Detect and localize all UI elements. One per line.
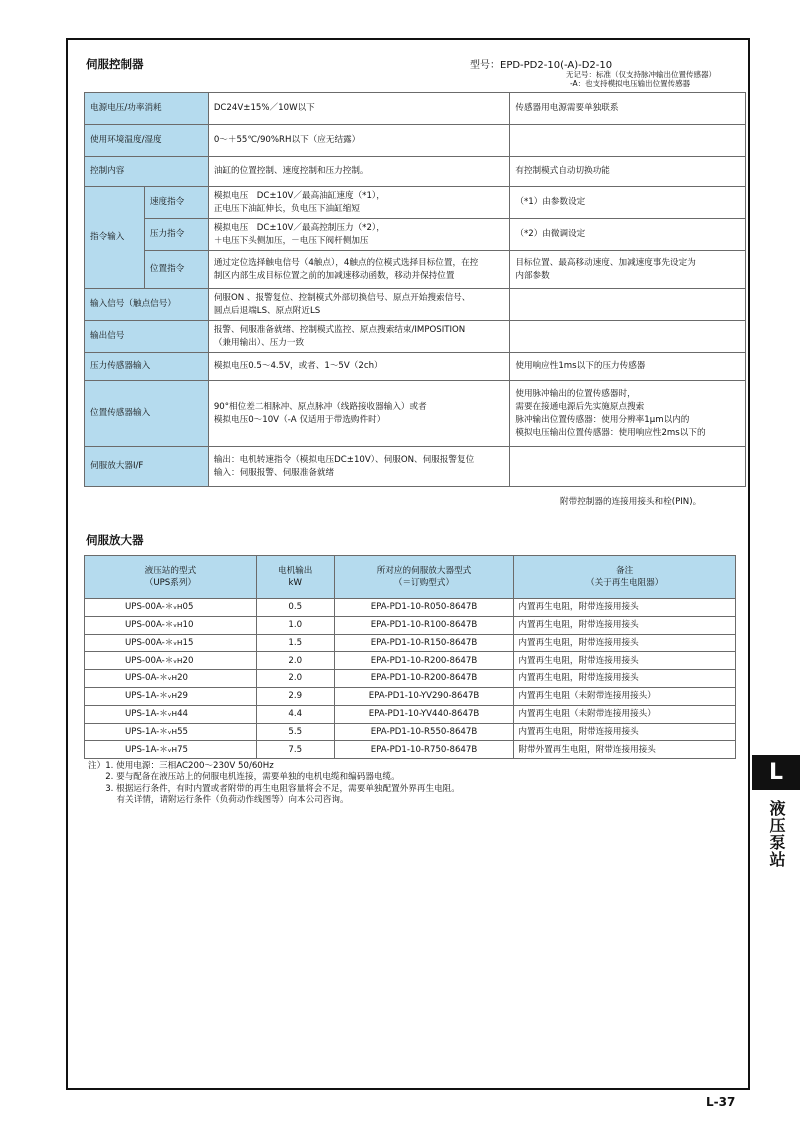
row-label: 输出信号 bbox=[85, 321, 209, 353]
row-spec bbox=[208, 321, 510, 353]
cell-amp: EPA-PD1-10-R100-8647B bbox=[334, 616, 514, 634]
row-label: 速度指令 bbox=[144, 187, 208, 219]
row-note: 传感器用电源需要单独联系 bbox=[510, 93, 746, 125]
table-row bbox=[85, 687, 736, 705]
row-note bbox=[510, 321, 746, 353]
row-label: 位置传感器输入 bbox=[85, 381, 209, 447]
header-line: （关于再生电阻器） bbox=[586, 578, 664, 588]
controller-spec-table bbox=[84, 92, 746, 487]
table-row bbox=[85, 93, 746, 125]
table-row bbox=[85, 447, 746, 487]
table-row bbox=[85, 634, 736, 652]
header-model bbox=[85, 556, 257, 599]
table-row bbox=[85, 599, 736, 617]
page-number: L-37 bbox=[706, 1095, 736, 1109]
row-note: （*2）由微调设定 bbox=[510, 219, 746, 251]
cell-kw: 5.5 bbox=[256, 723, 334, 741]
table-row bbox=[85, 741, 736, 759]
cell-note: 内置再生电阻（未附带连接用接头） bbox=[514, 705, 736, 723]
spec-line: 输出：电机转速指令（模拟电压DC±10V）、伺服ON、伺服报警复位 bbox=[213, 454, 475, 465]
table-row bbox=[85, 125, 746, 157]
note-line: 模拟电压输出位置传感器：使用响应性2ms以下的 bbox=[515, 427, 706, 438]
row-note: 有控制模式自动切换功能 bbox=[510, 157, 746, 187]
side-tab-text: 液压泵站 bbox=[767, 800, 786, 868]
row-spec bbox=[208, 187, 510, 219]
cell-amp: EPA-PD1-10-R750-8647B bbox=[334, 741, 514, 759]
header-line: 电机输出 bbox=[278, 565, 313, 576]
row-note bbox=[510, 289, 746, 321]
cell-kw: 2.0 bbox=[256, 670, 334, 688]
spec-line: 圆点后退端LS、原点附近LS bbox=[213, 305, 321, 316]
table-row bbox=[85, 652, 736, 670]
cell-kw: 1.0 bbox=[256, 616, 334, 634]
table-row bbox=[85, 251, 746, 289]
header-line: 备注 bbox=[616, 565, 634, 576]
table-row bbox=[85, 321, 746, 353]
cell-model: UPS-0A-＊ᵥʜ20 bbox=[85, 670, 257, 688]
table-row bbox=[85, 670, 736, 688]
spec-line: ＋电压下头侧加压，－电压下阀杆侧加压 bbox=[213, 235, 369, 246]
row-label: 使用环境温度/湿度 bbox=[85, 125, 209, 157]
cell-note: 内置再生电阻，附带连接用接头 bbox=[514, 723, 736, 741]
table-row bbox=[85, 289, 746, 321]
cell-amp: EPA-PD1-10-R200-8647B bbox=[334, 670, 514, 688]
cell-model: UPS-00A-＊ᵥʜ05 bbox=[85, 599, 257, 617]
row-note bbox=[510, 251, 746, 289]
cell-amp: EPA-PD1-10-R150-8647B bbox=[334, 634, 514, 652]
cell-note: 内置再生电阻，附带连接用接头 bbox=[514, 670, 736, 688]
cell-note: 内置再生电阻，附带连接用接头 bbox=[514, 634, 736, 652]
note-line: 注）1. 使用电源：三相AC200～230V 50/60Hz bbox=[88, 761, 274, 771]
header-kw bbox=[256, 556, 334, 599]
cell-kw: 0.5 bbox=[256, 599, 334, 617]
header-line: （UPS系列） bbox=[144, 578, 197, 588]
side-tab-letter: L bbox=[752, 755, 800, 790]
row-spec bbox=[208, 447, 510, 487]
row-label: 输入信号（触点信号） bbox=[85, 289, 209, 321]
pin-note: 附带控制器的连接用接头和栓(PIN)。 bbox=[560, 497, 702, 507]
spec-line: 模拟电压 DC±10V／最高控制压力（*2）， bbox=[213, 222, 385, 233]
table-row bbox=[85, 219, 746, 251]
table-row bbox=[85, 381, 746, 447]
header-line: 所对应的伺服放大器型式 bbox=[376, 565, 472, 576]
spec-line: 制区内部生成目标位置之前的加减速移动函数，移动并保持位置 bbox=[213, 270, 455, 281]
row-note: 使用响应性1ms以下的压力传感器 bbox=[510, 353, 746, 381]
cell-note: 内置再生电阻，附带连接用接头 bbox=[514, 616, 736, 634]
note-line: 脉冲输出位置传感器：使用分辨率1μm以内的 bbox=[515, 414, 690, 425]
notes bbox=[88, 761, 460, 807]
note-line: 2. 要与配备在液压站上的伺服电机连接，需要单独的电机电缆和编码器电缆。 bbox=[88, 772, 400, 783]
table-row bbox=[85, 723, 736, 741]
row-spec: 油缸的位置控制、速度控制和压力控制。 bbox=[208, 157, 510, 187]
cell-model: UPS-1A-＊ᵥʜ44 bbox=[85, 705, 257, 723]
row-label: 压力指令 bbox=[144, 219, 208, 251]
servo-amp-rows bbox=[85, 599, 736, 759]
row-label: 控制内容 bbox=[85, 157, 209, 187]
spec-line: 报警、伺服准备就绪、控制模式监控、原点搜索结束/IMPOSITION bbox=[213, 324, 466, 335]
spec-line: 伺服ON 、报警复位、控制模式外部切换信号、原点开始搜索信号、 bbox=[213, 292, 471, 303]
cell-amp: EPA-PD1-10-YV290-8647B bbox=[334, 687, 514, 705]
spec-line: 输入：伺服报警、伺服准备就绪 bbox=[213, 467, 335, 478]
note-line: 需要在接通电源后先实施原点搜索 bbox=[515, 401, 645, 412]
cell-model: UPS-1A-＊ᵥʜ29 bbox=[85, 687, 257, 705]
section-title-controller: 伺服控制器 bbox=[86, 57, 144, 71]
cell-kw: 4.4 bbox=[256, 705, 334, 723]
header-line: 液压站的型式 bbox=[144, 565, 197, 576]
row-note bbox=[510, 381, 746, 447]
note-line: 使用脉冲输出的位置传感器时， bbox=[515, 388, 636, 399]
cell-model: UPS-00A-＊ᵥʜ15 bbox=[85, 634, 257, 652]
spec-line: 通过定位选择触电信号（4触点），4触点的位模式选择目标位置，在控 bbox=[213, 257, 479, 268]
cell-kw: 1.5 bbox=[256, 634, 334, 652]
row-label: 电源电压/功率消耗 bbox=[85, 93, 209, 125]
table-row bbox=[85, 616, 736, 634]
note-line: 3. 根据运行条件，有时内置或者附带的再生电阻容量将会不足，需要单独配置外界再生电阻。 bbox=[88, 783, 460, 794]
command-group-label: 指令输入 bbox=[85, 187, 145, 289]
cell-kw: 2.9 bbox=[256, 687, 334, 705]
spec-line: 模拟电压 DC±10V／最高油缸速度（*1）， bbox=[213, 190, 385, 201]
row-spec: DC24V±15%／10W以下 bbox=[208, 93, 510, 125]
model-number: 型号：EPD-PD2-10(-A)-D2-10 bbox=[470, 60, 613, 71]
cell-amp: EPA-PD1-10-YV440-8647B bbox=[334, 705, 514, 723]
row-spec bbox=[208, 289, 510, 321]
row-label: 位置指令 bbox=[144, 251, 208, 289]
cell-model: UPS-00A-＊ᵥʜ20 bbox=[85, 652, 257, 670]
row-spec bbox=[208, 219, 510, 251]
row-spec bbox=[208, 381, 510, 447]
spec-line: 模拟电压0～10V（-A 仅适用于带选购件时） bbox=[213, 414, 386, 425]
table-header-row bbox=[85, 556, 736, 599]
note-line: 有关详情，请附运行条件（负荷动作线图等）向本公司咨询。 bbox=[88, 795, 349, 806]
header-line: （＝订购型式） bbox=[393, 578, 455, 588]
cell-note: 内置再生电阻，附带连接用接头 bbox=[514, 652, 736, 670]
header-line: kW bbox=[288, 578, 302, 588]
cell-model: UPS-00A-＊ᵥʜ10 bbox=[85, 616, 257, 634]
cell-amp: EPA-PD1-10-R200-8647B bbox=[334, 652, 514, 670]
cell-amp: EPA-PD1-10-R550-8647B bbox=[334, 723, 514, 741]
cell-note: 内置再生电阻，附带连接用接头 bbox=[514, 599, 736, 617]
note-line: 内部参数 bbox=[515, 270, 550, 281]
section-title-servo-amp: 伺服放大器 bbox=[86, 533, 144, 547]
header-amp bbox=[334, 556, 514, 599]
row-spec: 模拟电压0.5～4.5V，或者、1～5V（2ch） bbox=[208, 353, 510, 381]
cell-amp: EPA-PD1-10-R050-8647B bbox=[334, 599, 514, 617]
row-note bbox=[510, 125, 746, 157]
cell-model: UPS-1A-＊ᵥʜ75 bbox=[85, 741, 257, 759]
spec-line: （兼用输出）、压力一致 bbox=[213, 337, 305, 348]
cell-note: 附带外置再生电阻，附带连接用接头 bbox=[514, 741, 736, 759]
table-row bbox=[85, 353, 746, 381]
row-spec: 0～＋55℃/90%RH以下（应无结露） bbox=[208, 125, 510, 157]
cell-note: 内置再生电阻（未附带连接用接头） bbox=[514, 687, 736, 705]
row-label: 压力传感器输入 bbox=[85, 353, 209, 381]
note-line: 目标位置、最高移动速度、加减速度事先设定为 bbox=[515, 257, 696, 268]
cell-kw: 7.5 bbox=[256, 741, 334, 759]
servo-amp-table bbox=[84, 555, 736, 759]
cell-kw: 2.0 bbox=[256, 652, 334, 670]
model-note-standard: 无记号：标准（仅支持脉冲输出位置传感器） bbox=[566, 70, 716, 79]
table-row bbox=[85, 187, 746, 219]
row-note: （*1）由参数设定 bbox=[510, 187, 746, 219]
table-row bbox=[85, 705, 736, 723]
spec-line: 正电压下油缸伸长，负电压下油缸缩短 bbox=[213, 203, 360, 214]
row-label: 伺服放大器I/F bbox=[85, 447, 209, 487]
spec-line: 90°相位差二相脉冲、原点脉冲（线路接收器输入）或者 bbox=[213, 401, 427, 412]
header-note bbox=[514, 556, 736, 599]
cell-model: UPS-1A-＊ᵥʜ55 bbox=[85, 723, 257, 741]
table-row bbox=[85, 157, 746, 187]
row-note bbox=[510, 447, 746, 487]
row-spec bbox=[208, 251, 510, 289]
model-note-a: -A：也支持模拟电压输出位置传感器 bbox=[570, 79, 691, 88]
